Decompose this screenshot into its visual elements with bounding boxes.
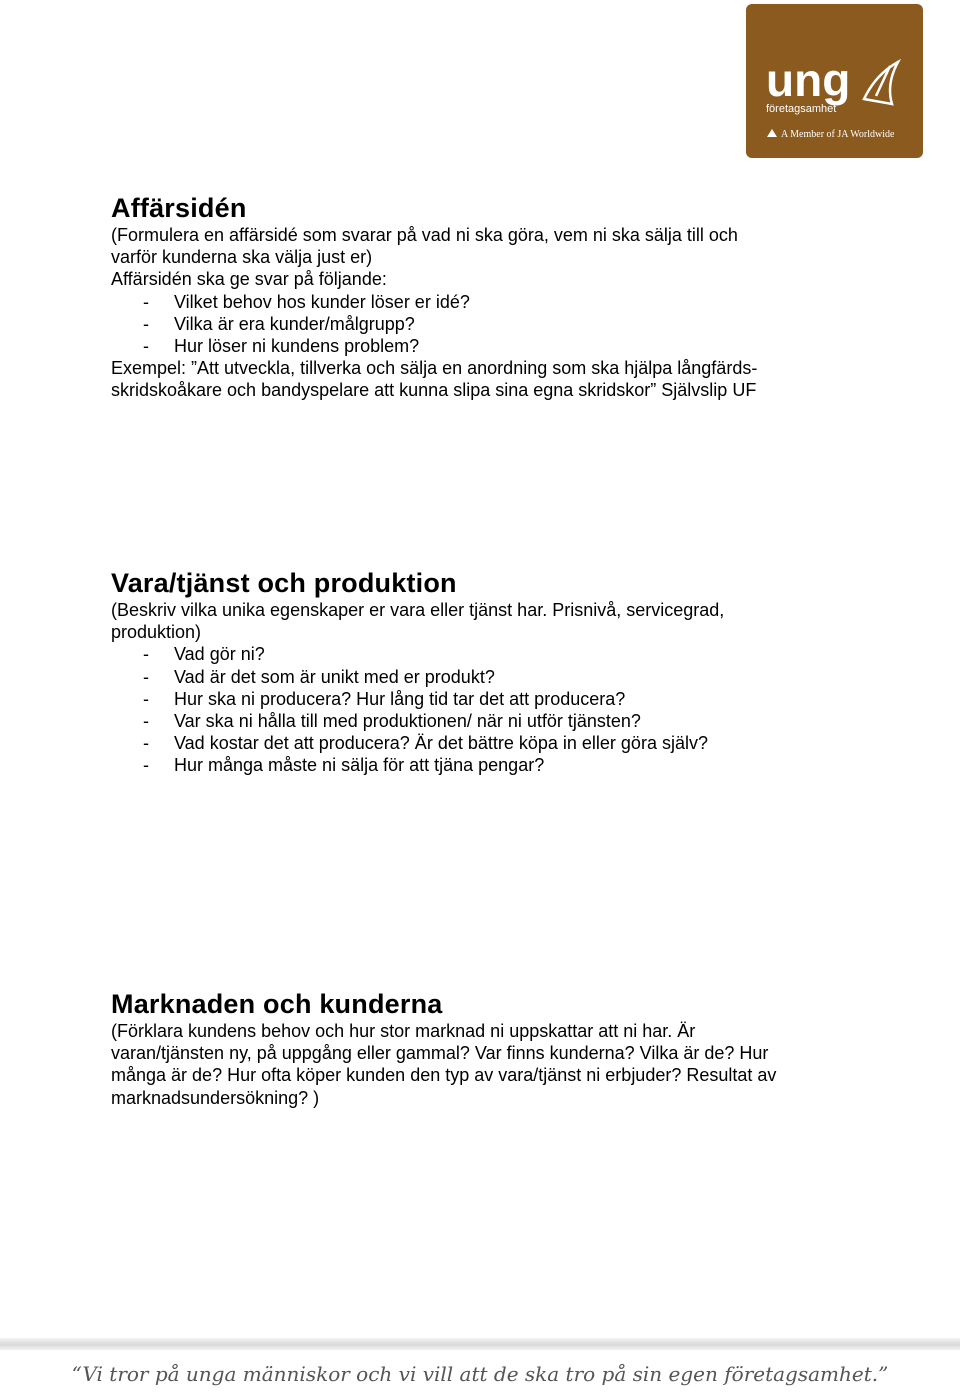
sail-icon xyxy=(864,62,898,104)
footer-quote: “Vi tror på unga människor och vi vill att de ska tro på sin egen företagsamhet.” xyxy=(71,1362,889,1386)
section-text-line: (Beskriv vilka unika egenskaper er vara eller tjänst har. Prisnivå, servicegrad, xyxy=(111,600,725,620)
list-item xyxy=(111,688,851,710)
dash-bullet: - xyxy=(143,688,149,709)
list-item-text: Vad kostar det att producera? Är det bättre köpa in eller göra själv? xyxy=(174,733,708,754)
dash-bullet: - xyxy=(143,644,149,665)
list-item xyxy=(111,710,851,732)
section-text-line: varför kunderna ska välja just er) xyxy=(111,247,373,268)
list-item-text: Hur ska ni producera? Hur lång tid tar det att producera? xyxy=(174,688,626,709)
dash-bullet: - xyxy=(143,336,149,357)
footer-divider xyxy=(0,1338,960,1350)
section-text-line: (Formulera en affärsidé som svarar på vad ni ska göra, vem ni ska sälja till och xyxy=(111,225,738,245)
logo-name: ung xyxy=(766,54,851,106)
list-item xyxy=(111,291,851,313)
section-text-line: varan/tjänsten ny, på uppgång eller gammal? Var finns kunderna? Vilka är de? Hur xyxy=(111,1043,769,1064)
list-item xyxy=(111,666,851,688)
example-text-line: skridskoåkare och bandyspelare att kunna slipa sina egna skridskor” Självslip UF xyxy=(111,380,757,401)
section-text-line: många är de? Hur ofta köper kunden den typ av vara/tjänst ni erbjuder? Resultat av xyxy=(111,1065,777,1086)
dash-bullet: - xyxy=(143,666,149,687)
section-text-line: marknadsundersökning? ) xyxy=(111,1087,320,1108)
list-item-text: Hur många måste ni sälja för att tjäna pengar? xyxy=(174,755,545,776)
logo-subtitle: företagsamhet xyxy=(766,103,837,115)
question-list xyxy=(111,643,851,776)
dash-bullet: - xyxy=(143,711,149,732)
section-text-line: Affärsidén ska ge svar på följande: xyxy=(111,269,387,290)
triangle-icon xyxy=(767,129,777,137)
dash-bullet: - xyxy=(143,313,149,334)
list-item xyxy=(111,313,851,335)
list-item xyxy=(111,643,851,665)
list-item-text: Hur löser ni kundens problem? xyxy=(174,336,420,357)
brand-logo xyxy=(746,4,923,158)
list-item-text: Vad gör ni? xyxy=(174,644,265,665)
section-vara-tjanst xyxy=(111,567,851,777)
logo-tagline: A Member of JA Worldwide xyxy=(781,129,895,140)
list-item-text: Vilka är era kunder/målgrupp? xyxy=(174,313,415,334)
dash-bullet: - xyxy=(143,755,149,776)
section-text-line: (Förklara kundens behov och hur stor marknad ni uppskattar att ni har. Är xyxy=(111,1021,696,1041)
section-heading: Vara/tjänst och produktion xyxy=(111,568,457,598)
list-item xyxy=(111,335,851,357)
list-item-text: Vad är det som är unikt med er produkt? xyxy=(174,666,495,687)
example-text-line: Exempel: ”Att utveckla, tillverka och sälja en anordning som ska hjälpa långfärds- xyxy=(111,358,758,379)
list-item xyxy=(111,732,851,754)
list-item-text: Vilket behov hos kunder löser er idé? xyxy=(174,291,470,312)
section-marknaden xyxy=(111,988,851,1109)
list-item-text: Var ska ni hålla till med produktionen/ när ni utför tjänsten? xyxy=(174,711,641,732)
section-text-line: produktion) xyxy=(111,622,202,643)
section-heading: Marknaden och kunderna xyxy=(111,989,443,1019)
list-item xyxy=(111,754,851,776)
section-affarsiden xyxy=(111,192,851,402)
ung-logo-mark xyxy=(746,4,923,158)
section-heading: Affärsidén xyxy=(111,193,247,223)
dash-bullet: - xyxy=(143,291,149,312)
question-list xyxy=(111,291,851,358)
dash-bullet: - xyxy=(143,733,149,754)
